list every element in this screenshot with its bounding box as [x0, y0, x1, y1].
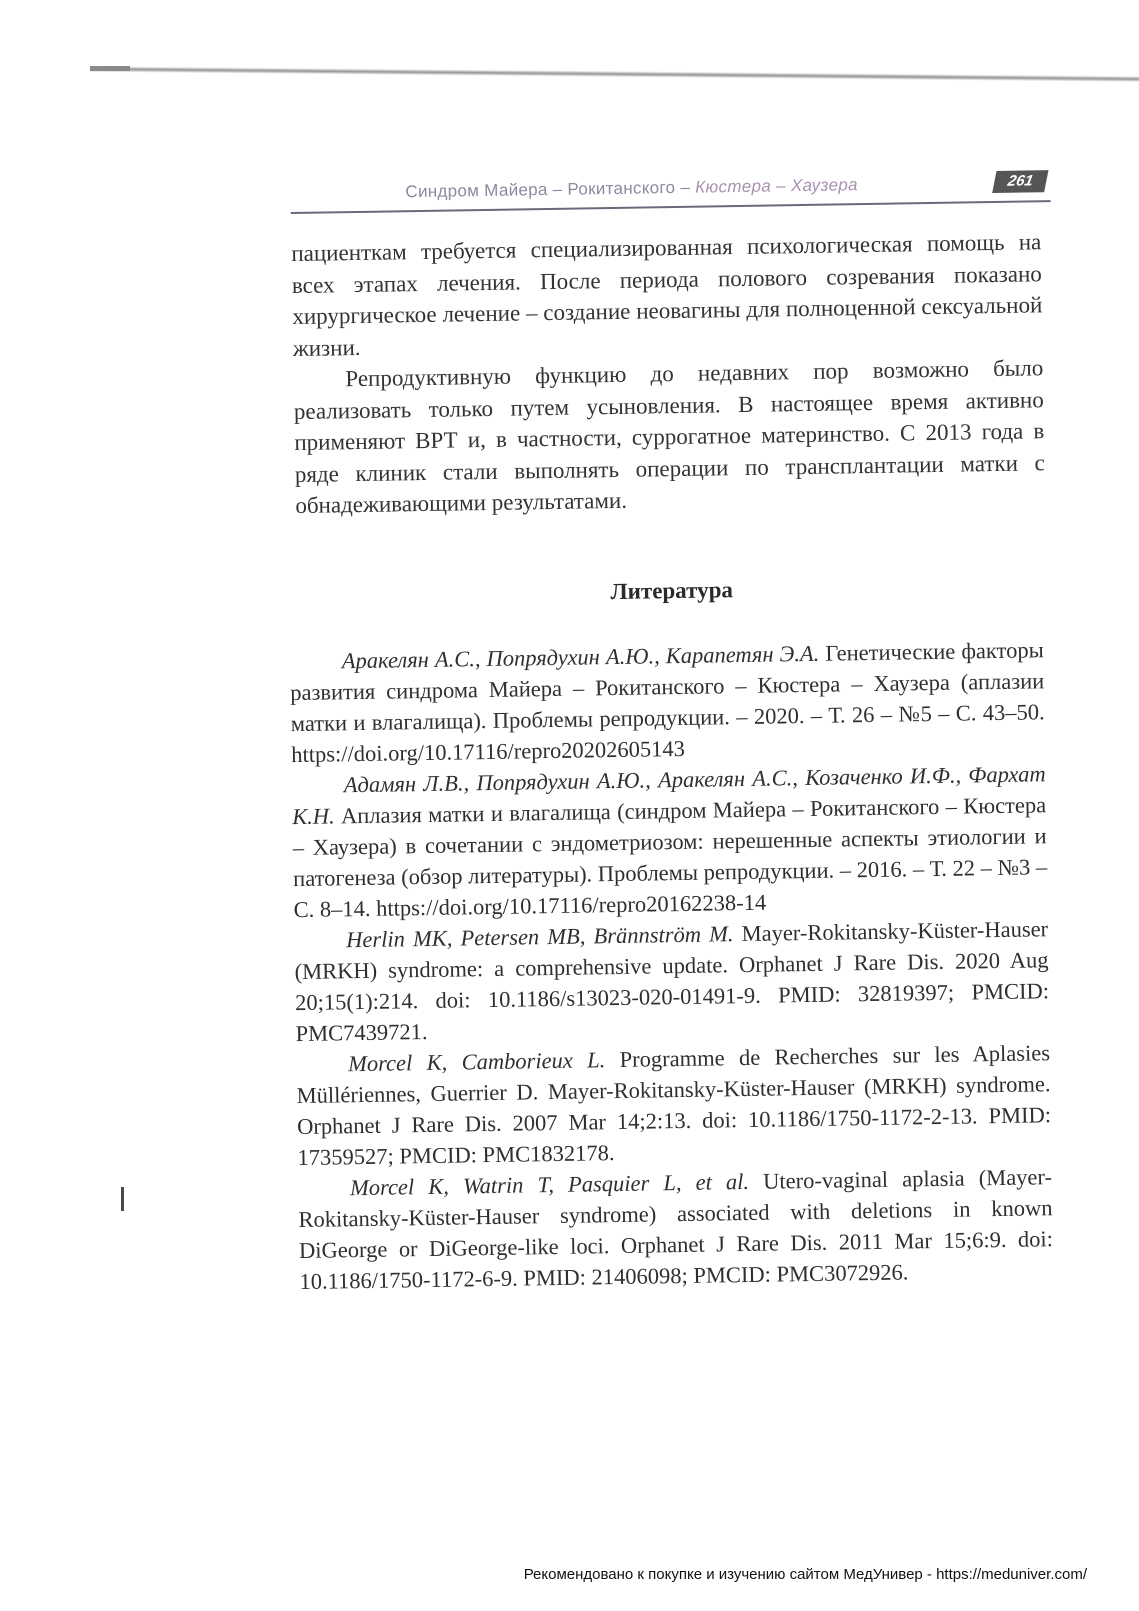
reference-authors: Morcel K, Watrin T, Pasquier L, et al.: [349, 1168, 750, 1201]
reference-authors: Адамян Л.В., Попрядухин А.Ю., Аракелян А.С., Козаченко И.Ф., Фархат К.Н.: [292, 761, 1046, 830]
body-text: [291, 226, 1045, 521]
reference-list: [290, 634, 1054, 1297]
reference-authors: Herlin MK, Petersen MB, Brännström M.: [345, 921, 734, 953]
reference-text: Генетические факторы развития синдрома Майера – Рокитанского – Кюстера – Хаузера (аплазии матки и влагалища). Проблемы репродукции. – 2020. – Т. 26 – №5 – С. 43–50. https://doi.org/10.17116/repro20202605143: [290, 637, 1045, 768]
reference-text: Programme de Recherches sur les Aplasies Müllériennes, Guerrier D. Mayer-Rokitansky-Küster-Hauser (MRKH) syndrome. Orphanet J Rare Dis. 2007 Mar 14;2:13. doi: 10.1186/1750-1172-2-13. PMID: 17359527; PMCID: PMC1832178.: [296, 1040, 1052, 1171]
reference-item: [298, 1161, 1054, 1297]
reference-authors: Аракелян А.С., Попрядухин А.Ю., Карапетян Э.А.: [341, 640, 820, 674]
reference-item: [296, 1037, 1052, 1173]
footer-note: Рекомендовано к покупке и изучению сайтом МедУнивер - https://meduniver.com/: [523, 1566, 1087, 1583]
reference-text: Аплазия матки и влагалища (синдром Майера – Рокитанского – Кюстера – Хаузера) в сочетании с эндометриозом: нерешенные аспекты этиологии и патогенеза (обзор литературы). Проблемы репродукции. – 2016. – Т. 22 – №3 – С. 8–14. https://doi.org/10.17116/repro20162238-14: [292, 792, 1048, 923]
body-paragraph-2: Репродуктивную функцию до недавних пор возможно было реализовать только путем усыновления. В настоящее время активно применяют ВРТ и, в частности, суррогатное материнство. С 2013 года в ряде клиник стали выполнять операции по трансплантации матки с обнадеживающими результатами.: [293, 355, 1045, 519]
running-head-title-italic: Кюстера – Хаузера: [694, 175, 858, 197]
running-head-title-main: Синдром Майера – Рокитанского –: [405, 177, 696, 202]
reference-text: Mayer-Rokitansky-Küster-Hauser (MRKH) syndrome: a comprehensive update. Orphanet J Rare Dis. 2020 Aug 20;15(1):214. doi: 10.1186/s13023-020-01491-9. PMID: 32819397; PMCID: PMC7439721.: [294, 916, 1050, 1047]
body-paragraph-1: пациенткам требуется специализированная психологическая помощь на всех этапах лечения. После периода полового созревания показано хирургическое лечение – создание неовагины для полноценной сексуальной жизни.: [291, 229, 1043, 361]
reference-item: [294, 913, 1050, 1049]
reference-text: Utero-vaginal aplasia (Mayer-Rokitansky-Küster-Hauser syndrome) associated with deletions in known DiGeorge or DiGeorge-like loci. Orphanet J Rare Dis. 2011 Mar 15;6:9. doi: 10.1186/1750-1172-6-9. PMID: 21406098; PMCID: PMC3072926.: [298, 1164, 1054, 1295]
page-number: 261: [992, 170, 1048, 193]
reference-item: [291, 758, 1047, 925]
reference-item: [290, 634, 1046, 770]
reference-authors: Morcel K, Camborieux L.: [347, 1047, 606, 1077]
running-head: [290, 170, 1061, 222]
literature-title: Литература: [610, 577, 734, 605]
running-head-title: [405, 175, 858, 202]
